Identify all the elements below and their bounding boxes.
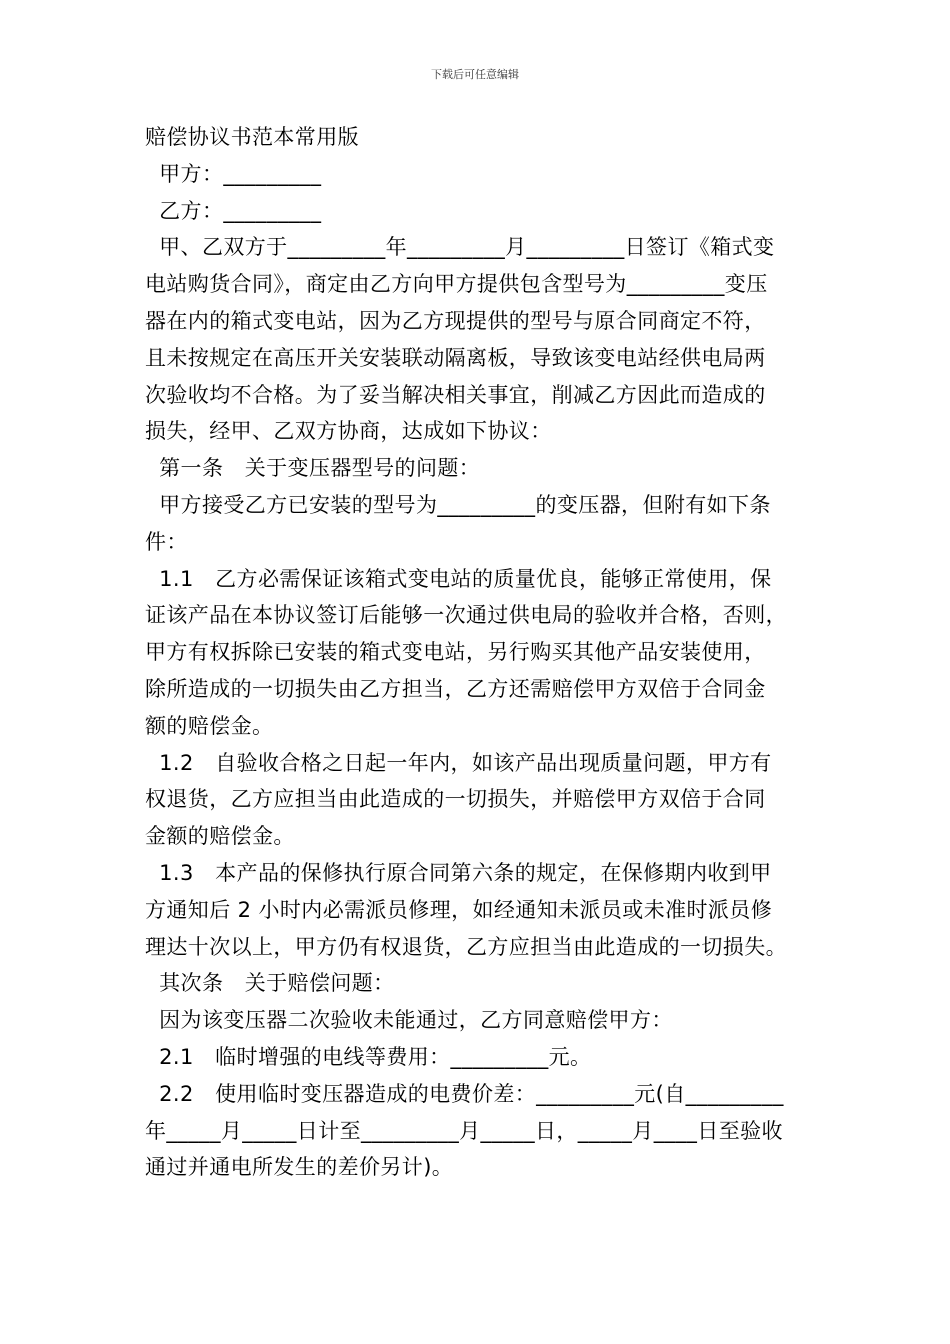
clause-1-1-line: 除所造成的一切损失由乙方担当，乙方还需赔偿甲方双倍于合同金 (145, 676, 766, 701)
article-2-line: 因为该变压器二次验收未能通过，乙方同意赔偿甲方： (145, 1008, 673, 1033)
article-2-heading: 其次条 关于赔偿问题： (145, 971, 395, 996)
party-b-line: 乙方：_________ (145, 198, 322, 223)
preamble-line: 电站购货合同》，商定由乙方向甲方提供包含型号为_________变压 (145, 272, 768, 297)
clause-2-2-line: 通过并通电所发生的差价另计)。 (145, 1155, 454, 1180)
preamble-line: 损失，经甲、乙双方协商，达成如下协议： (145, 419, 552, 444)
clause-1-3-line: 1.3 本产品的保修执行原合同第六条的规定，在保修期内收到甲 (145, 860, 772, 885)
clause-2-2-line: 2.2 使用临时变压器造成的电费价差：_________元(自_________ (145, 1081, 784, 1106)
article-1-heading: 第一条 关于变压器型号的问题： (145, 456, 481, 481)
preamble-line: 且未按规定在高压开关安装联动隔离板，导致该变电站经供电局两 (145, 345, 766, 370)
clause-1-2-line: 金额的赔偿金。 (145, 824, 295, 849)
clause-1-2-line: 1.2 自验收合格之日起一年内，如该产品出现质量问题，甲方有 (145, 750, 772, 775)
clause-1-3-line: 方通知后 2 小时内必需派员修理，如经通知未派员或未准时派员修 (145, 897, 773, 922)
preamble-line: 甲、乙双方于_________年_________月_________日签订《箱式变 (145, 235, 775, 260)
clause-1-1-line: 证该产品在本协议签订后能够一次通过供电局的验收并合格，否则， (145, 603, 787, 628)
document-title: 赔偿协议书范本常用版 (145, 125, 359, 149)
article-1-line: 件： (145, 529, 188, 554)
clause-1-1-line: 额的赔偿金。 (145, 713, 274, 738)
clause-2-1-line: 2.1 临时增强的电线等费用：_________元。 (145, 1044, 592, 1069)
party-a-line: 甲方：_________ (145, 161, 322, 186)
clause-1-3-line: 理达十次以上，甲方仍有权退货，乙方应担当由此造成的一切损失。 (145, 934, 787, 959)
clause-1-2-line: 权退货，乙方应担当由此造成的一切损失，并赔偿甲方双倍于合同 (145, 787, 766, 812)
article-1-line: 甲方接受乙方已安装的型号为_________的变压器，但附有如下条 (145, 492, 771, 517)
preamble-line: 次验收均不合格。为了妥当解决相关事宜，削减乙方因此而造成的 (145, 382, 766, 407)
clause-2-2-line: 年_____月_____日计至_________月_____日，_____月____日至验收 (145, 1118, 783, 1143)
clause-1-1-line: 1.1 乙方必需保证该箱式变电站的质量优良，能够正常使用，保 (145, 566, 772, 591)
clause-1-1-line: 甲方有权拆除已安装的箱式变电站，另行购买其他产品安装使用， (145, 640, 766, 665)
preamble-line: 器在内的箱式变电站，因为乙方现提供的型号与原合同商定不符， (145, 308, 766, 333)
document-body (145, 119, 820, 1186)
page-header-note: 下载后可任意编辑 (431, 68, 519, 81)
